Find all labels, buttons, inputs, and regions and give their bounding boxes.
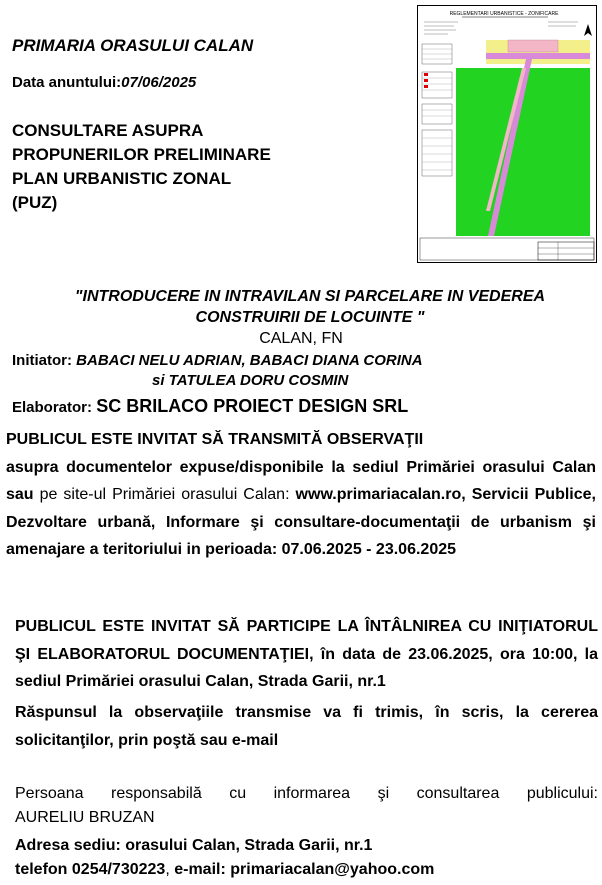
plan-thumbnail-title: REGLEMENTARI URBANISTICE - ZONIFICARE: [449, 11, 559, 17]
plan-drawing: [418, 6, 596, 262]
consultation-title-line: PLAN URBANISTIC ZONAL: [12, 169, 232, 188]
project-title-line: CONSTRUIRII DE LOCUINTE ": [195, 309, 425, 326]
initiator: [12, 351, 602, 391]
contact-line: [15, 858, 598, 882]
observations-text-c: www.primariacalan.ro, Servicii Publice, Dezvoltare urbană, Informare şi consultare-documentaţii de urbanism şi amenajare a teritoriului in perioada: 07.06.2025 - 23.06.2025: [6, 486, 596, 558]
elaborator-name: SC BRILACO PROIECT DESIGN SRL: [96, 396, 409, 416]
consultation-title-line: PROPUNERILOR PRELIMINARE: [12, 145, 271, 164]
elaborator-label: Elaborator:: [12, 399, 93, 416]
project-title: [20, 286, 600, 328]
date-label: Data anuntului:: [12, 74, 122, 91]
contact-phone: telefon 0254/730223: [15, 861, 166, 878]
contact-info: [15, 834, 598, 882]
plan-thumbnail: [417, 5, 597, 263]
institution-name: PRIMARIA ORASULUI CALAN: [12, 36, 254, 55]
project-title-line: "INTRODUCERE IN INTRAVILAN SI PARCELARE IN VEDEREA: [74, 288, 546, 305]
response-text: Răspunsul la observaţiile transmise va fi trimis, în scris, la cererea solicitanţilor, prin poştă sau e-mail: [15, 704, 598, 749]
consultation-title: [12, 119, 332, 215]
meeting-text: PUBLICUL ESTE INVITAT SĂ PARTICIPE LA ÎNTÂLNIREA CU INIŢIATORUL ŞI ELABORATORUL DOCUMENTAŢIEI, în data de 23.06.2025, ora 10:00, la sediul Primăriei orasului Calan, Strada Garii, nr.1: [15, 618, 598, 690]
response-paragraph: [15, 699, 598, 754]
date-rest: /06/2025: [137, 74, 197, 91]
project-location: CALAN, FN: [259, 330, 343, 347]
date-day: 07: [121, 74, 138, 91]
elaborator: [12, 396, 408, 417]
observations-text-a: asupra documentelor expuse/disponibile la sediul Primăriei orasului Calan sau: [6, 458, 596, 503]
plan-title-block: [538, 242, 594, 260]
initiator-names-cont: si TATULEA DORU COSMIN: [152, 372, 349, 389]
contact-sep: ,: [165, 861, 170, 878]
contact-email: e-mail: primariacalan@yahoo.com: [169, 861, 435, 878]
responsible-name: AURELIU BRUZAN: [15, 809, 155, 826]
consultation-title-line: CONSULTARE ASUPRA: [12, 121, 204, 140]
responsible-text: Persoana responsabilă cu informarea şi consultarea publicului:: [15, 785, 598, 802]
announcement-date: [12, 74, 196, 91]
road-horizontal: [486, 53, 590, 59]
observations-heading: PUBLICUL ESTE INVITAT SĂ TRANSMITĂ OBSERVAŢII: [6, 431, 424, 448]
initiator-label: Initiator:: [12, 352, 72, 369]
responsible-person: [15, 782, 598, 830]
observations-paragraph: [6, 426, 596, 564]
contact-address: Adresa sediu: orasului Calan, Strada Garii, nr.1: [15, 837, 373, 854]
lots-top: [508, 40, 558, 52]
observations-text-b: pe site-ul Primăriei orasului Calan:: [39, 486, 290, 503]
meeting-paragraph: [15, 613, 598, 696]
initiator-names: BABACI NELU ADRIAN, BABACI DIANA CORINA: [76, 352, 423, 369]
consultation-title-line: (PUZ): [12, 193, 58, 212]
